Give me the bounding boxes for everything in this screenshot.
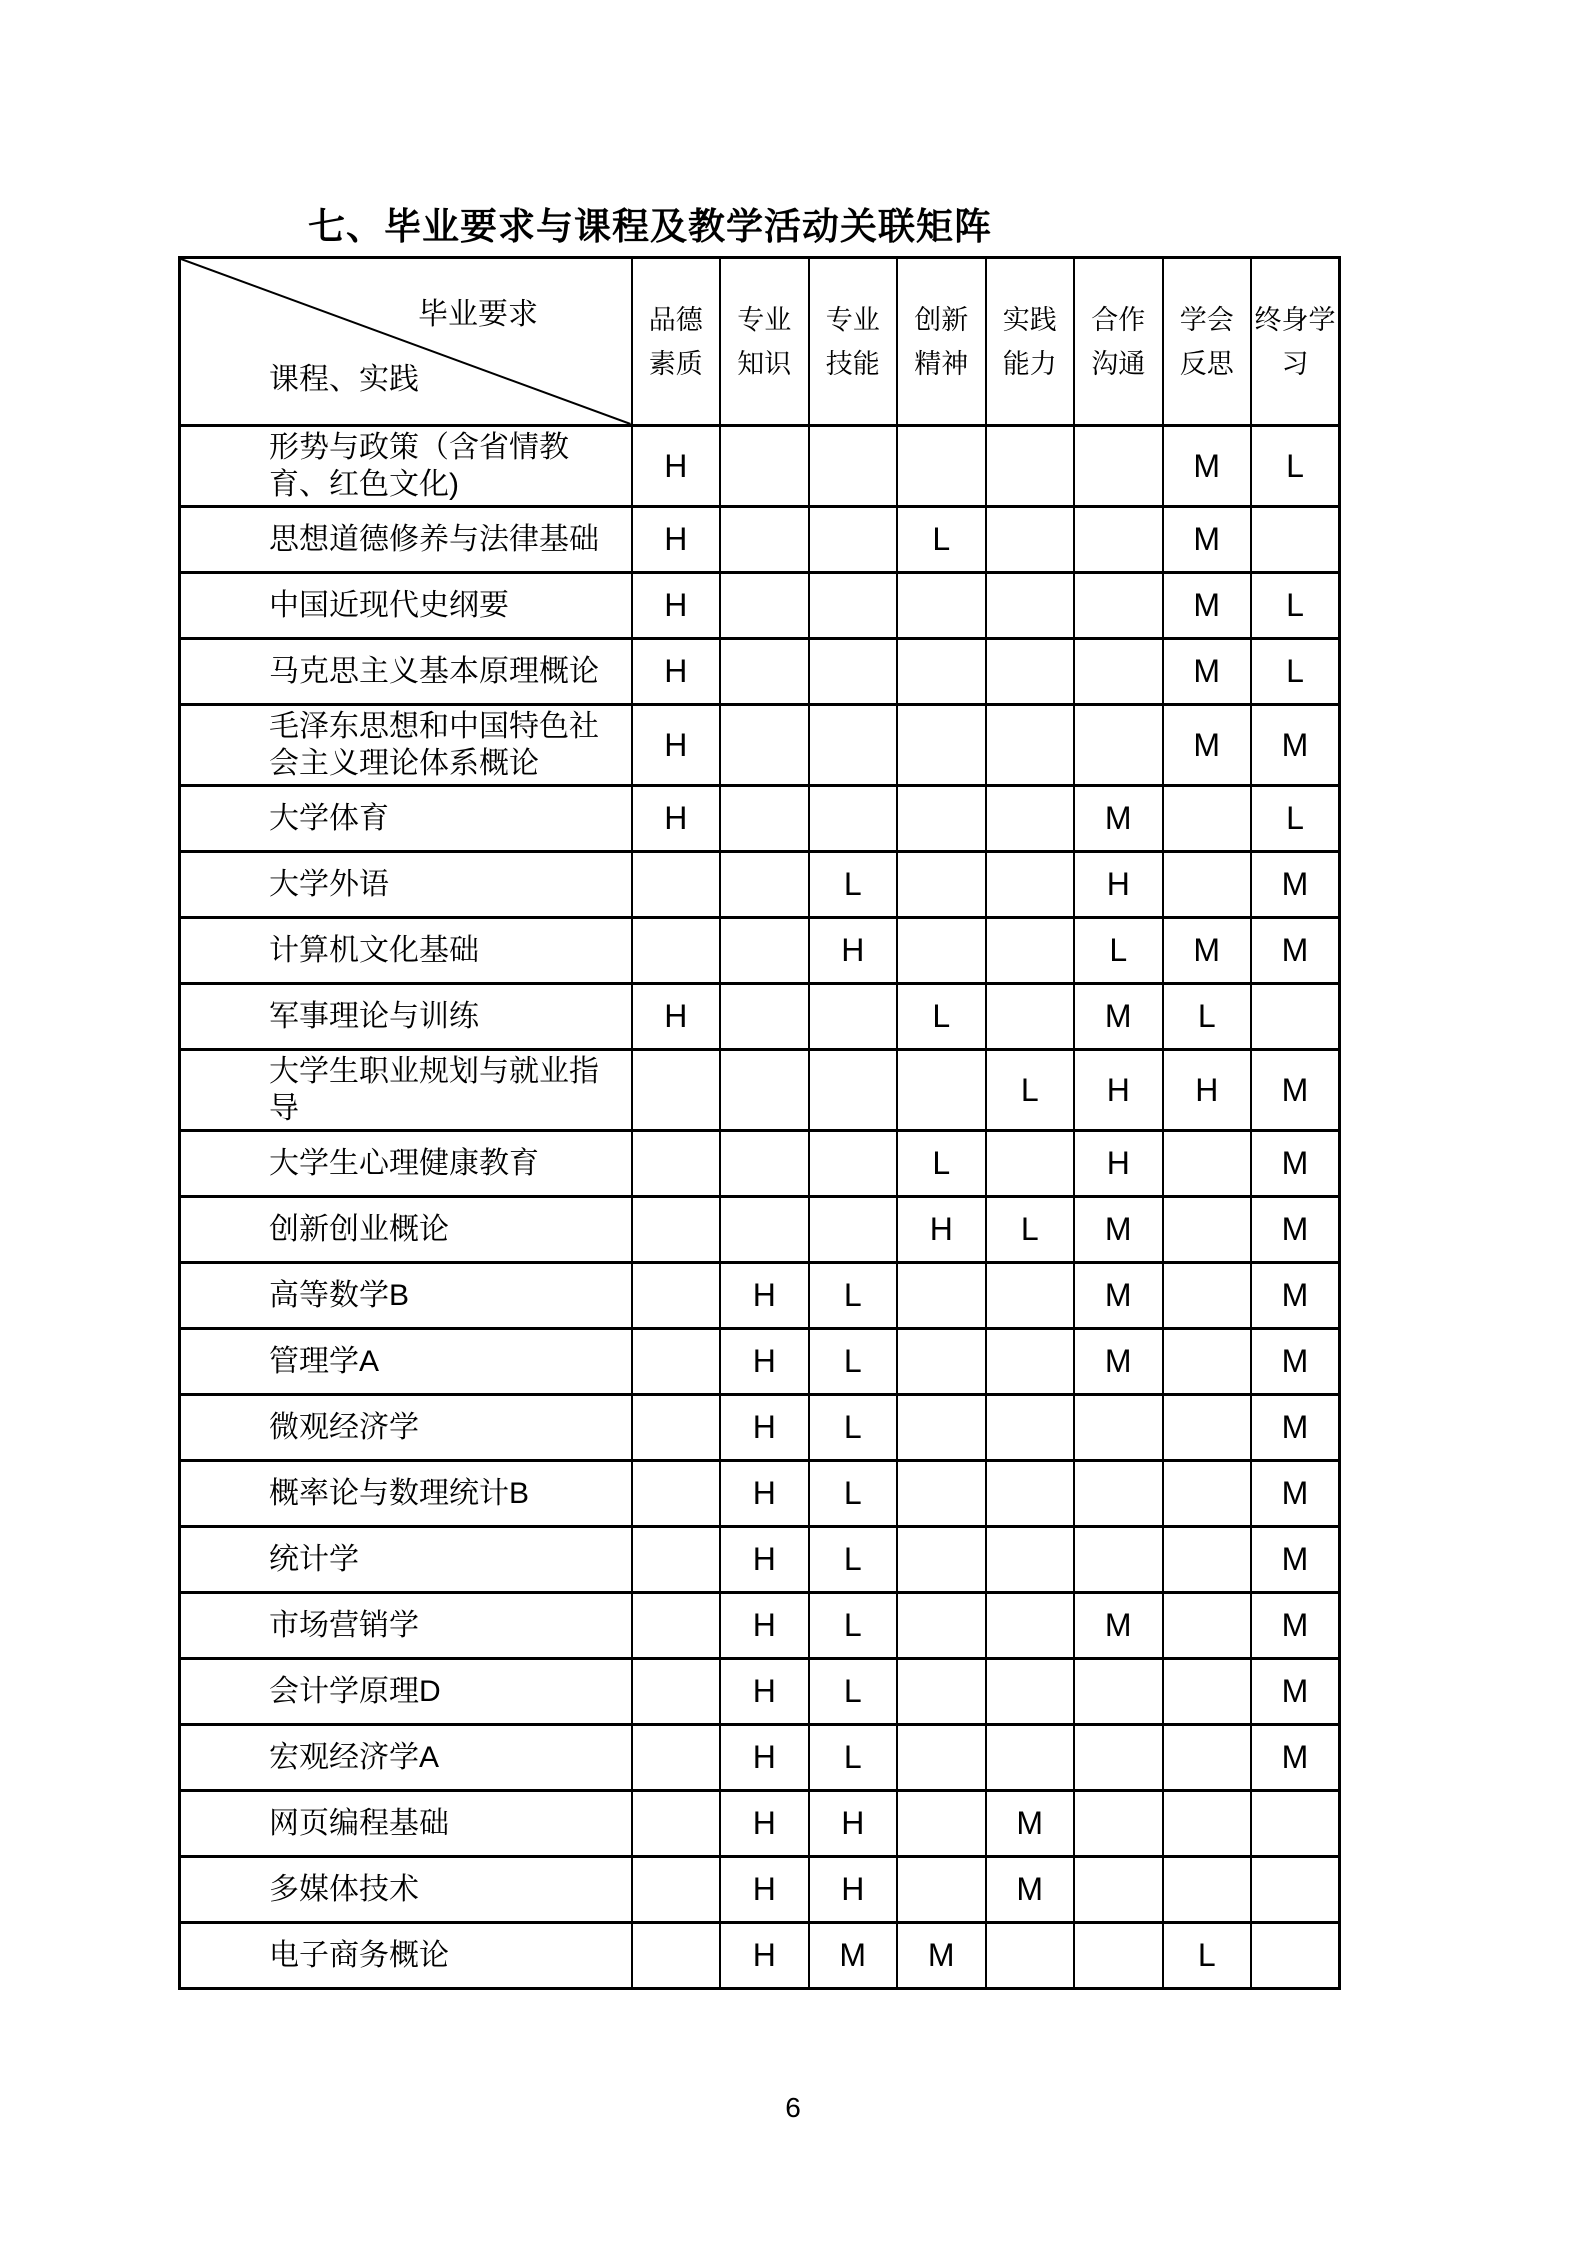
matrix-cell bbox=[720, 984, 809, 1050]
column-header-line2: 素质 bbox=[648, 348, 703, 379]
matrix-cell: L bbox=[809, 1263, 898, 1329]
matrix-cell bbox=[897, 426, 986, 507]
matrix-cell: H bbox=[720, 1329, 809, 1395]
matrix-cell: M bbox=[1251, 1197, 1340, 1263]
table-row bbox=[180, 1263, 1340, 1329]
matrix-cell bbox=[632, 1791, 721, 1857]
course-name-cell: 管理学A bbox=[180, 1329, 632, 1395]
matrix-cell bbox=[809, 1197, 898, 1263]
course-name-cell: 市场营销学 bbox=[180, 1593, 632, 1659]
course-name-cell: 多媒体技术 bbox=[180, 1857, 632, 1923]
matrix-cell bbox=[1163, 1659, 1252, 1725]
matrix-cell: M bbox=[1163, 639, 1252, 705]
course-name-cell: 大学外语 bbox=[180, 852, 632, 918]
course-name-cell: 大学体育 bbox=[180, 786, 632, 852]
matrix-cell: H bbox=[632, 639, 721, 705]
matrix-cell: L bbox=[809, 1329, 898, 1395]
course-name-cell: 毛泽东思想和中国特色社会主义理论体系概论 bbox=[180, 705, 632, 786]
matrix-cell bbox=[1074, 426, 1163, 507]
column-header-line2: 技能 bbox=[825, 348, 880, 379]
column-header-line2: 精神 bbox=[914, 348, 969, 379]
matrix-cell bbox=[986, 1395, 1075, 1461]
matrix-cell: M bbox=[1251, 1131, 1340, 1197]
matrix-cell: L bbox=[809, 1593, 898, 1659]
table-row bbox=[180, 639, 1340, 705]
table-row bbox=[180, 1329, 1340, 1395]
matrix-cell: M bbox=[986, 1857, 1075, 1923]
matrix-cell: L bbox=[897, 984, 986, 1050]
matrix-cell bbox=[986, 1263, 1075, 1329]
table-row bbox=[180, 918, 1340, 984]
table-row bbox=[180, 507, 1340, 573]
matrix-cell: M bbox=[1251, 1263, 1340, 1329]
matrix-cell: H bbox=[632, 426, 721, 507]
column-header-line1: 品德 bbox=[648, 304, 703, 335]
column-header-line2: 知识 bbox=[737, 348, 792, 379]
matrix-cell bbox=[1074, 1527, 1163, 1593]
matrix-cell bbox=[986, 573, 1075, 639]
matrix-cell: M bbox=[1251, 1395, 1340, 1461]
matrix-cell: M bbox=[1163, 918, 1252, 984]
matrix-cell: L bbox=[1163, 1923, 1252, 1989]
course-name-cell: 思想道德修养与法律基础 bbox=[180, 507, 632, 573]
matrix-cell bbox=[986, 786, 1075, 852]
course-name-cell: 会计学原理D bbox=[180, 1659, 632, 1725]
matrix-cell bbox=[720, 1131, 809, 1197]
matrix-cell bbox=[1163, 1725, 1252, 1791]
matrix-cell: L bbox=[1163, 984, 1252, 1050]
matrix-cell: H bbox=[720, 1461, 809, 1527]
matrix-cell: M bbox=[1251, 1659, 1340, 1725]
column-header-line2: 反思 bbox=[1179, 348, 1234, 379]
matrix-cell: H bbox=[720, 1923, 809, 1989]
matrix-cell bbox=[632, 1659, 721, 1725]
matrix-cell bbox=[986, 1593, 1075, 1659]
matrix-cell bbox=[986, 639, 1075, 705]
matrix-cell bbox=[897, 1395, 986, 1461]
matrix-cell: H bbox=[1074, 852, 1163, 918]
matrix-cell: M bbox=[1074, 1593, 1163, 1659]
matrix-cell bbox=[897, 705, 986, 786]
matrix-cell: M bbox=[1163, 705, 1252, 786]
matrix-cell bbox=[1074, 507, 1163, 573]
matrix-cell bbox=[1074, 1461, 1163, 1527]
matrix-cell bbox=[897, 1527, 986, 1593]
matrix-cell bbox=[986, 1527, 1075, 1593]
column-header bbox=[1163, 258, 1252, 426]
course-name-cell: 大学生心理健康教育 bbox=[180, 1131, 632, 1197]
matrix-cell bbox=[1251, 1791, 1340, 1857]
column-header-line1: 终身学 bbox=[1254, 304, 1336, 335]
matrix-cell bbox=[720, 507, 809, 573]
matrix-cell bbox=[1163, 1263, 1252, 1329]
matrix-cell: H bbox=[632, 786, 721, 852]
matrix-cell bbox=[986, 507, 1075, 573]
matrix-cell bbox=[809, 573, 898, 639]
matrix-cell: H bbox=[1074, 1131, 1163, 1197]
table-row bbox=[180, 705, 1340, 786]
course-name-cell: 宏观经济学A bbox=[180, 1725, 632, 1791]
matrix-cell: L bbox=[1251, 786, 1340, 852]
matrix-cell: M bbox=[1251, 1329, 1340, 1395]
matrix-cell bbox=[1074, 1725, 1163, 1791]
table-row bbox=[180, 786, 1340, 852]
table-row bbox=[180, 1050, 1340, 1131]
matrix-cell bbox=[632, 1131, 721, 1197]
matrix-cell: M bbox=[1251, 918, 1340, 984]
matrix-cell bbox=[1163, 1857, 1252, 1923]
matrix-cell: M bbox=[1251, 1527, 1340, 1593]
matrix-cell bbox=[1074, 639, 1163, 705]
matrix-cell bbox=[720, 639, 809, 705]
matrix-cell bbox=[632, 1263, 721, 1329]
course-name-cell: 网页编程基础 bbox=[180, 1791, 632, 1857]
column-header bbox=[986, 258, 1075, 426]
matrix-cell: H bbox=[632, 984, 721, 1050]
table-row bbox=[180, 1725, 1340, 1791]
matrix-cell bbox=[897, 1050, 986, 1131]
matrix-cell: H bbox=[720, 1725, 809, 1791]
matrix-cell bbox=[1163, 1395, 1252, 1461]
matrix-cell: H bbox=[632, 507, 721, 573]
matrix-cell bbox=[897, 1263, 986, 1329]
matrix-cell: M bbox=[1251, 705, 1340, 786]
matrix-cell bbox=[809, 507, 898, 573]
table-row bbox=[180, 1659, 1340, 1725]
matrix-cell bbox=[632, 1050, 721, 1131]
corner-label-courses-practice: 课程、实践 bbox=[269, 363, 419, 396]
matrix-cell bbox=[632, 1197, 721, 1263]
matrix-cell bbox=[809, 705, 898, 786]
matrix-cell: L bbox=[809, 1461, 898, 1527]
matrix-cell bbox=[632, 1725, 721, 1791]
matrix-cell bbox=[1251, 1923, 1340, 1989]
matrix-cell bbox=[1163, 1197, 1252, 1263]
matrix-cell: L bbox=[809, 852, 898, 918]
column-header-line2: 习 bbox=[1281, 348, 1309, 379]
matrix-cell bbox=[1163, 852, 1252, 918]
matrix-cell: M bbox=[1163, 507, 1252, 573]
matrix-cell: L bbox=[986, 1050, 1075, 1131]
matrix-cell: H bbox=[1074, 1050, 1163, 1131]
course-name-cell: 形势与政策（含省情教育、红色文化) bbox=[180, 426, 632, 507]
diagonal-divider-line bbox=[181, 259, 631, 424]
matrix-cell bbox=[809, 1050, 898, 1131]
page-title: 七、毕业要求与课程及教学活动关联矩阵 bbox=[308, 206, 992, 247]
column-header-line1: 合作 bbox=[1091, 304, 1146, 335]
course-name-cell: 计算机文化基础 bbox=[180, 918, 632, 984]
matrix-cell bbox=[1163, 786, 1252, 852]
matrix-cell bbox=[897, 1857, 986, 1923]
matrix-cell bbox=[632, 1857, 721, 1923]
matrix-cell: M bbox=[1074, 1329, 1163, 1395]
matrix-cell: H bbox=[809, 1791, 898, 1857]
matrix-cell bbox=[632, 852, 721, 918]
table-row bbox=[180, 1395, 1340, 1461]
column-header bbox=[897, 258, 986, 426]
course-rows bbox=[180, 426, 1340, 1989]
matrix-cell bbox=[809, 1131, 898, 1197]
matrix-cell bbox=[720, 573, 809, 639]
matrix-cell bbox=[809, 786, 898, 852]
matrix-cell bbox=[1074, 1659, 1163, 1725]
matrix-cell bbox=[1163, 1461, 1252, 1527]
table-row bbox=[180, 1791, 1340, 1857]
matrix-cell bbox=[1074, 573, 1163, 639]
matrix-cell: M bbox=[1074, 1197, 1163, 1263]
column-header bbox=[720, 258, 809, 426]
matrix-cell: L bbox=[809, 1725, 898, 1791]
column-header bbox=[1074, 258, 1163, 426]
matrix-cell: L bbox=[986, 1197, 1075, 1263]
column-header-line1: 专业 bbox=[737, 304, 792, 335]
matrix-cell: M bbox=[1251, 1593, 1340, 1659]
matrix-cell bbox=[1074, 1857, 1163, 1923]
matrix-cell bbox=[632, 1461, 721, 1527]
matrix-cell bbox=[897, 1725, 986, 1791]
matrix-cell: H bbox=[632, 573, 721, 639]
course-name-cell: 军事理论与训练 bbox=[180, 984, 632, 1050]
header-row bbox=[180, 258, 1340, 426]
matrix-cell: M bbox=[897, 1923, 986, 1989]
matrix-cell bbox=[720, 852, 809, 918]
matrix-cell bbox=[986, 1461, 1075, 1527]
matrix-cell bbox=[897, 918, 986, 984]
matrix-cell bbox=[1163, 1791, 1252, 1857]
matrix-cell: M bbox=[1251, 1461, 1340, 1527]
column-header-line1: 专业 bbox=[825, 304, 880, 335]
matrix-cell: M bbox=[1074, 1263, 1163, 1329]
table-row bbox=[180, 984, 1340, 1050]
column-header-line1: 学会 bbox=[1179, 304, 1234, 335]
matrix-cell bbox=[720, 918, 809, 984]
matrix-cell bbox=[720, 786, 809, 852]
matrix-cell: H bbox=[809, 1857, 898, 1923]
matrix-cell bbox=[1163, 1593, 1252, 1659]
matrix-cell bbox=[986, 705, 1075, 786]
matrix-cell: M bbox=[1074, 984, 1163, 1050]
column-header-line1: 创新 bbox=[914, 304, 969, 335]
matrix-cell: M bbox=[1251, 1050, 1340, 1131]
matrix-cell: M bbox=[809, 1923, 898, 1989]
matrix-cell: H bbox=[720, 1593, 809, 1659]
matrix-cell: L bbox=[809, 1527, 898, 1593]
matrix-cell bbox=[897, 1791, 986, 1857]
matrix-cell: L bbox=[1074, 918, 1163, 984]
matrix-cell bbox=[1163, 1329, 1252, 1395]
matrix-cell bbox=[986, 918, 1075, 984]
matrix-cell: H bbox=[720, 1263, 809, 1329]
column-header bbox=[1251, 258, 1340, 426]
matrix-cell: L bbox=[1251, 639, 1340, 705]
matrix-cell: M bbox=[1074, 786, 1163, 852]
matrix-cell bbox=[632, 1923, 721, 1989]
matrix-cell bbox=[986, 852, 1075, 918]
matrix-cell: M bbox=[986, 1791, 1075, 1857]
matrix-cell: L bbox=[1251, 426, 1340, 507]
matrix-cell bbox=[897, 639, 986, 705]
matrix-cell: H bbox=[897, 1197, 986, 1263]
course-name-cell: 创新创业概论 bbox=[180, 1197, 632, 1263]
matrix-cell: L bbox=[809, 1659, 898, 1725]
matrix-cell: M bbox=[1163, 426, 1252, 507]
matrix-cell bbox=[1074, 705, 1163, 786]
matrix-cell bbox=[986, 1329, 1075, 1395]
matrix-cell: H bbox=[720, 1659, 809, 1725]
matrix-cell: L bbox=[897, 1131, 986, 1197]
course-name-cell: 统计学 bbox=[180, 1527, 632, 1593]
matrix-cell: H bbox=[1163, 1050, 1252, 1131]
page-number: 6 bbox=[785, 2092, 801, 2123]
corner-header-cell bbox=[180, 258, 632, 426]
matrix-cell bbox=[897, 786, 986, 852]
matrix-cell bbox=[720, 426, 809, 507]
matrix-cell bbox=[720, 1050, 809, 1131]
table-row bbox=[180, 573, 1340, 639]
matrix-cell bbox=[1251, 1857, 1340, 1923]
column-header bbox=[632, 258, 721, 426]
course-name-cell: 电子商务概论 bbox=[180, 1923, 632, 1989]
matrix-cell bbox=[1163, 1131, 1252, 1197]
table-row bbox=[180, 852, 1340, 918]
course-name-cell: 大学生职业规划与就业指导 bbox=[180, 1050, 632, 1131]
matrix-cell bbox=[632, 1329, 721, 1395]
matrix-cell bbox=[897, 1461, 986, 1527]
table-row bbox=[180, 1131, 1340, 1197]
column-header-line2: 能力 bbox=[1002, 348, 1057, 379]
matrix-cell bbox=[809, 639, 898, 705]
matrix-cell bbox=[1251, 507, 1340, 573]
matrix-cell bbox=[632, 918, 721, 984]
matrix-cell bbox=[632, 1395, 721, 1461]
table-row bbox=[180, 426, 1340, 507]
matrix-cell: H bbox=[720, 1527, 809, 1593]
table-row bbox=[180, 1923, 1340, 1989]
table-row bbox=[180, 1197, 1340, 1263]
matrix-cell: L bbox=[1251, 573, 1340, 639]
matrix-cell bbox=[986, 984, 1075, 1050]
matrix-cell: H bbox=[809, 918, 898, 984]
matrix-cell bbox=[897, 852, 986, 918]
matrix-cell: H bbox=[632, 705, 721, 786]
matrix-cell: H bbox=[720, 1395, 809, 1461]
column-header-line1: 实践 bbox=[1002, 304, 1057, 335]
table-row bbox=[180, 1461, 1340, 1527]
matrix-cell bbox=[809, 984, 898, 1050]
matrix-cell bbox=[1251, 984, 1340, 1050]
course-name-cell: 高等数学B bbox=[180, 1263, 632, 1329]
matrix-cell bbox=[897, 1593, 986, 1659]
matrix-cell bbox=[986, 1659, 1075, 1725]
matrix-cell bbox=[809, 426, 898, 507]
matrix-cell bbox=[986, 1725, 1075, 1791]
matrix-cell: H bbox=[720, 1857, 809, 1923]
course-name-cell: 马克思主义基本原理概论 bbox=[180, 639, 632, 705]
course-name-cell: 微观经济学 bbox=[180, 1395, 632, 1461]
matrix-cell bbox=[986, 1131, 1075, 1197]
correlation-matrix-table bbox=[178, 256, 1341, 1990]
matrix-cell bbox=[1074, 1791, 1163, 1857]
matrix-cell: M bbox=[1251, 1725, 1340, 1791]
matrix-cell bbox=[1074, 1923, 1163, 1989]
matrix-cell bbox=[632, 1593, 721, 1659]
matrix-cell: L bbox=[809, 1395, 898, 1461]
matrix-cell bbox=[897, 1659, 986, 1725]
matrix-cell bbox=[897, 1329, 986, 1395]
matrix-cell bbox=[632, 1527, 721, 1593]
matrix-cell bbox=[1163, 1527, 1252, 1593]
matrix-cell bbox=[720, 1197, 809, 1263]
matrix-cell bbox=[897, 573, 986, 639]
column-header-line2: 沟通 bbox=[1091, 348, 1146, 379]
course-name-cell: 中国近现代史纲要 bbox=[180, 573, 632, 639]
corner-label-graduation-requirements: 毕业要求 bbox=[418, 298, 538, 331]
table-row bbox=[180, 1527, 1340, 1593]
course-name-cell: 概率论与数理统计B bbox=[180, 1461, 632, 1527]
table-row bbox=[180, 1857, 1340, 1923]
matrix-cell bbox=[986, 426, 1075, 507]
column-header bbox=[809, 258, 898, 426]
matrix-cell: M bbox=[1251, 852, 1340, 918]
table-row bbox=[180, 1593, 1340, 1659]
matrix-cell: M bbox=[1163, 573, 1252, 639]
matrix-cell: H bbox=[720, 1791, 809, 1857]
matrix-cell bbox=[720, 705, 809, 786]
matrix-cell: L bbox=[897, 507, 986, 573]
matrix-cell bbox=[1074, 1395, 1163, 1461]
matrix-cell bbox=[986, 1923, 1075, 1989]
